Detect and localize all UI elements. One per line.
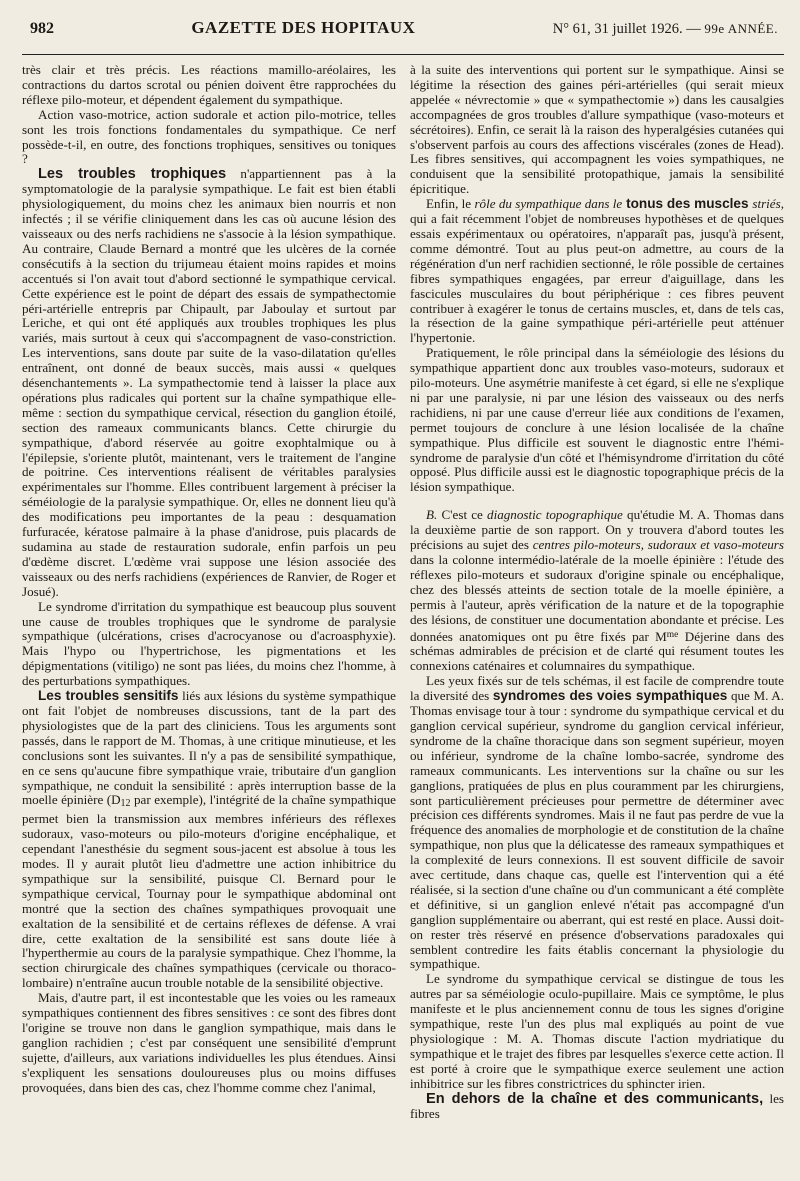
paragraph-text: dans la colonne intermédio-latérale de la moelle épinière : l'étude des réflexes pilo-moteurs et sudoraux d'origine spinale ou encéphalique, chez des blessés atteints de section totale de la moelle épinière, a permis à l'auteur, après vérification de la nature et de la topographie des lésions, de constituer une documentation abondante et précise. Les données anatomiques ont pu être fixés par M — [410, 552, 784, 644]
superscript: me — [666, 629, 679, 640]
page-header — [22, 18, 784, 55]
section-heading: En dehors de la chaîne et des communicants, — [426, 1090, 764, 1107]
paragraph-text: Les yeux fixés sur de tels schémas, il est facile de comprendre toute la diversité des — [410, 673, 784, 704]
paragraph-text: Enfin, le — [426, 196, 475, 212]
italic-text: striés — [752, 196, 781, 212]
paragraph: très clair et très précis. Les réactions mamillo-aréolaires, les contractions du dartos scrotal ou pénien doivent être rapprochées du réflexe pilo-moteur, et dépendent également du sympathique. — [22, 63, 396, 107]
section-heading: syndromes des voies sympathiques — [492, 688, 728, 704]
paragraph: à la suite des interventions qui portent sur le sympathique. Ainsi se légitime la résection des gaines péri-artérielles (qui serait mieux appelée « névrectomie » que « sympathectomie ») dans les causalgies accompagnées de gros troubles d'allure sympathique (vaso-moteurs et sécrétoires). Enfin, ce serait là la raison des hyperalgésies cutanées qui s'observent parfois au cours des affections viscérales (zones de Head). Les fibres sensitives, qui accompagnent les voies sympathiques, ne conduisent que la sensibilité protopathique, jamais la sensibilité épicritique. — [410, 63, 784, 197]
italic-text: diagnostic topographique — [487, 507, 623, 523]
section-heading: Les troubles sensitifs — [38, 688, 179, 704]
paragraph — [22, 689, 396, 991]
issue-date: N° 61, 31 juillet 1926. — [552, 21, 683, 37]
paragraph: Le syndrome d'irritation du sympathique est beaucoup plus souvent une cause de troubles trophiques que le syndrome de paralysie sympathique (ulcérations, crises d'acrocyanose ou d'acroasphyxie). Mais l'hypo ou l'hypertrichose, les pigmentations et les dépigmentations (vitiligo) ne sont pas liées, du moins chez l'homme, à des perturbations sympathiques. — [22, 598, 396, 689]
section-label: B. — [426, 507, 438, 523]
paragraph-text: n'appartiennent pas à la symptomatologie de la paralysie sympathique. Le fait est bien établi physiologiquement, du moins chez les animaux bien nourris et non infectés ; il se vérifie cliniquement dans les cas où aucune lésion des vaisseaux ou des nerfs rachidiens ne s'associe à la lésion sympathique. Au contraire, Claude Bernard a montré que les ulcères de la cornée consécutifs à la section du trijumeau étaient moins rapides et moins accentués si l'on avait tout d'abord sectionné le sympathique cervical. Cette expérience est le point de départ des essais de sympathectomie péri-artérielle entrepris par Chipault, par Jaboulay et surtout par Leriche, et qui ont été appliqués aux troubles trophiques les plus variés, mais surtout à ceux qui s'accompagnent de vaso-constriction. Les interventions, sans doute par suite de la vaso-dilatation qu'elles entraînent, ont donné de beaux succès, mais aussi « quelques désenchantements ». La sympathectomie tend à laisser la place aux opérations plus radicales qui portent sur la chaîne sympathique elle-même : section du sympathique cervical, résection du ganglion étoilé, section des rameaux communicants blancs. Cette chirurgie du sympathique, d'abord réservée au goitre exophtalmique ou à l'épilepsie, s'oriente plutôt, maintenant, vers le traitement de l'angine de poitrine. Ces interventions réalisent de véritables paralysies expérimentales sur l'homme. Elles contribuent largement à préciser la séméiologie de la paralysie sympathique. Or, elles ne donnent lieu qu'à des modifications peu importantes de la peau : desquamation furfuracée, kératose palmaire à la phase d'anidrose, puis placards de sudamina au stade de restauration sudorale, enfin parfois un peu d'œdème discret. L'œdème vrai suppose une lésion associée des vaisseaux ou des nerfs rachidiens (expériences de Ranvier, de Roger et Josué). — [22, 166, 396, 599]
page-number: 982 — [30, 20, 54, 37]
paragraph — [410, 508, 784, 674]
paragraph — [22, 167, 396, 599]
issue-info — [553, 21, 778, 38]
paragraph — [410, 197, 784, 346]
newspaper-page — [22, 18, 784, 1168]
left-column — [22, 63, 396, 1163]
header-dash: — — [686, 21, 701, 37]
paragraph-text: Déjerine dans des schémas admirables de précision et de clarté qui résument toutes les connexions caténaires et columnaires du sympathique. — [410, 628, 784, 674]
section-heading: Les troubles trophiques — [38, 166, 227, 183]
paragraph-text: les fibres — [410, 1090, 784, 1121]
paragraph — [410, 1092, 784, 1122]
journal-title: GAZETTE DES HOPITAUX — [191, 18, 416, 37]
paragraph-text: , qui a fait récemment l'objet de nombreuses hypothèses et de quelques essais expérimentaux ou opératoires, n'apparaît pas, jusqu'à présent, comme démontré. Tout au plus peut-on admettre, au cours de la régénération d'un nerf rachidien sectionné, le rôle possible de certaines fibres sympathiques engagées, par erreur d'aiguillage, dans les fascicules musculaires du bout périphérique : ces fibres peuvent contribuer à exagérer le tonus de certains muscles, et, dans de tels cas, la résection de la gaine sympathique péri-artérielle peut atténuer l'hypertonie. — [410, 196, 784, 346]
paragraph-text: qu'étudie M. A. Thomas dans la deuxième partie de son rapport. On y trouvera d'abord toutes les précisions au sujet des — [410, 507, 784, 553]
right-column — [410, 63, 784, 1163]
paragraph: Action vaso-motrice, action sudorale et action pilo-motrice, telles sont les trois fonctions fondamentales du sympathique. Ce nerf possède-t-il, en outre, des fonctions trophiques, sensitives ou toniques ? — [22, 106, 396, 167]
year-label: 99e ANNÉE. — [704, 21, 778, 36]
subscript: 12 — [120, 798, 131, 810]
paragraph-text: C'est ce — [437, 507, 488, 523]
paragraph — [410, 674, 784, 972]
paragraph-text: liés aux lésions du système sympathique ont fait l'objet de nombreuses discussions, tant de la part des physiologistes que de la part des cliniciens. Tous les arguments sont passés, dans le rapport de M. Thomas, à une critique minutieuse, et les conclusions sont les suivantes. Il n'y a pas de sensibilité sympathique, en ce sens qu'aucune fibre sympathique vraie, tributaire d'un ganglion sympathique, ne conduit la sensibilité : après interruption basse de la moelle épinière (D — [22, 688, 396, 808]
italic-text: centres pilo-moteurs, sudoraux et vaso-moteurs — [532, 537, 784, 553]
paragraph: Pratiquement, le rôle principal dans la séméiologie des lésions du sympathique appartient donc aux troubles vaso-moteurs, sudoraux et pilo-moteurs. Une asymétrie manifeste à cet égard, si elle ne s'explique ni par une paralysie, ni par une lésion des vaisseaux ou des nerfs rachidiens, ni par une cause d'erreur liée aux conditions de l'examen, permet toujours de conclure à une lésion localisée de la chaîne sympathique. Plus difficile est souvent le diagnostic entre l'hémi-syndrome de paralysie d'un côté et l'hémisyndrome d'irritation du côté opposé. Plus difficile aussi est le diagnostic topographique précis de la lésion sympathique. — [410, 345, 784, 495]
paragraph-text: que M. A. Thomas envisage tour à tour : syndrome du sympathique cervical et du ganglion cervical supérieur, syndrome du ganglion cervical inférieur, syndrome de la chaîne thoracique dans son segment supérieur, moyen ou inférieur, syndrome de la chaîne lombo-sacrée, syndrome des rameaux communicants. Les interventions sur la chaîne ou sur les ganglions, pratiquées de plus en plus couramment par les chirurgiens, sont particulièrement précieuses pour permettre de déterminer avec précision ces différents syndromes. Mais il ne faut pas perdre de vue la fréquence des anomalies de morphologie et de constitution de la chaîne sympathique, non plus que la délicatesse des rameaux sympathiques et la complexité de leurs connexions. Il est souvent difficile de savoir avec certitude, dans chaque cas, quelle est l'intervention qui a été réalisée, si la section d'une chaîne ou d'un communicant a été complète et définitive, si un ganglion enlevé n'était pas accompagné d'un ganglion supplémentaire ou aberrant, qui est resté en place. Aussi doit-on rester très réservé en présence d'observations paradoxales qui semblent contredire les faits établis concernant la physiologie du sympathique. — [410, 688, 784, 972]
paragraph: Mais, d'autre part, il est incontestable que les voies ou les rameaux sympathiques contiennent des fibres sensitives : ce sont des fibres dont l'origine se trouve non dans le ganglion sympathique, mais dans le ganglion rachidien ; c'est par conséquent une sensibilité d'emprunt sujette, d'ailleurs, aux variations individuelles les plus étendues. Ainsi s'expliquent les sensations douloureuses plus ou moins diffuses provoquées, dans bien des cas, chez l'homme comme chez l'animal, — [22, 990, 396, 1095]
section-heading: tonus des muscles — [622, 196, 753, 212]
paragraph-text: par exemple), l'intégrité de la chaîne sympathique permet bien la transmission aux membres inférieurs des réflexes sudoraux, vaso-moteurs ou pilo-moteurs d'origine encéphalique, et cependant l'anesthésie du segment sous-jacent est absolue à tous les modes. Il y aurait plutôt lieu d'admettre une action inhibitrice du sympathique sur la sensibilité, puisque Cl. Bernard pour le sympathique cervical, Tournay pour le sympathique abdominal ont montré que la section des chaînes sympathiques provoquait une exaltation de la sensibilité et de certains réflexes de défense. A vrai dire, cette exaltation de la sensibilité est sans doute liée à l'hyperthermie au cours de la paralysie sympathique. Chez l'homme, la section chirurgicale des chaînes sympathiques (cervicale ou thoraco-lombaire) n'entraîne aucun trouble notable de la sensibilité objective. — [22, 792, 396, 991]
article-columns — [22, 63, 784, 1163]
paragraph: Le syndrome du sympathique cervical se distingue de tous les autres par sa séméiologie oculo-pupillaire. Mais ce symptôme, le plus manifeste et le plus anciennement connu de tous les signes d'origine sympathique, reste l'un des plus mal expliqués au point de vue physiologique : M. A. Thomas discute l'action mydriatique du sympathique et le trajet des fibres par lesquelles s'exerce cette action. Il est porté à croire que le sympathique exerce seulement une action inhibitrice sur les fibres constrictrices du sphincter irien. — [410, 971, 784, 1091]
italic-text: rôle du sympathique dans le — [474, 196, 623, 212]
